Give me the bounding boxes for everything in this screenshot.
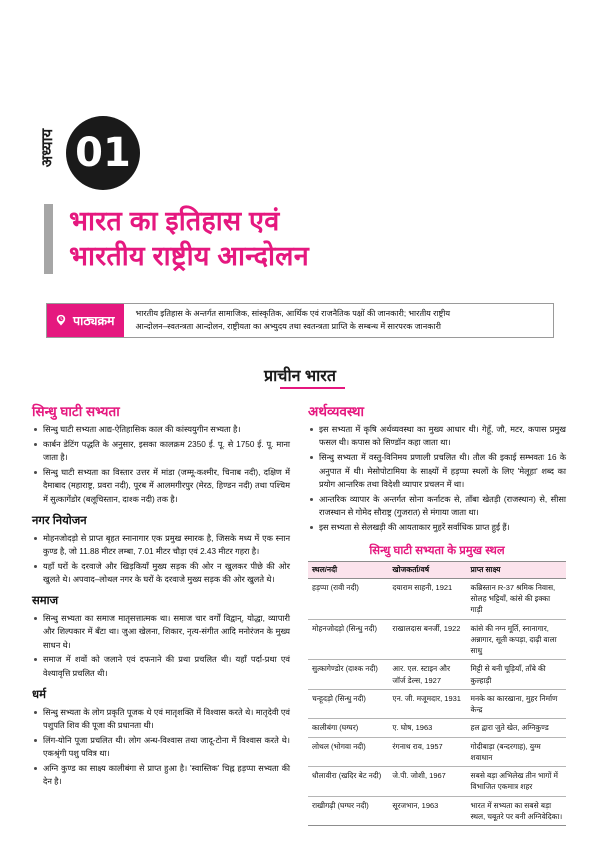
chapter-title [44,204,564,274]
syllabus-line-1: भारतीय इतिहास के अन्तर्गत सामाजिक, सांस्कृतिक, आर्थिक एवं राजनैतिक पक्षों की जानकारी; भारतीय राष्ट्रीय [135,309,451,318]
cell-discoverer: एन. जी. मजूमदार, 1931 [388,689,466,719]
table-row [308,619,566,660]
cell-evidence: मनके का कारखाना, मुहर निर्माण केन्द्र [466,689,566,719]
table-row [308,737,566,767]
section-title-text: प्राचीन भारत [264,364,336,389]
table-row [308,689,566,719]
cell-evidence: मिट्टी से बनी चूड़ियाँ, ताँबे की कुल्हाड़ी [466,660,566,690]
cell-evidence: भारत में सभ्यता का सबसे बड़ा स्थल, चबूतरे पर बनी अग्निवेदिका। [466,796,566,826]
table-row [308,719,566,737]
list-item: इस सभ्यता से सेलखड़ी की आयताकार मुहरें सर्वाधिक प्राप्त हुई हैं। [308,521,566,534]
nagar-niyojan-bullet-list [32,532,290,587]
cell-discoverer: राखालदास बनर्जी, 1922 [388,619,466,660]
cell-evidence: हल द्वारा जुते खेत, अग्निकुण्ड [466,719,566,737]
list-item: इस सभ्यता में कृषि अर्थव्यवस्था का मुख्य आधार थी। गेहूँ, जौ, मटर, कपास प्रमुख फसल थी। कपास को सिण्डॉन कहा जाता था। [308,423,566,450]
list-item: यहाँ घरों के दरवाजे और खिड़कियाँ मुख्य सड़क की ओर न खुलकर पीछे की ओर खुलते थे। अपवाद–लोथल नगर के घरों के दरवाजे मुख्य सड़क की ओर खुलते थे। [32,560,290,587]
list-item: सिन्धु सभ्यता का समाज मातृसत्तात्मक था। समाज चार वर्गों विद्वान्, योद्धा, व्यापारी और शिल्पकार में बँटा था। जुआ खेलना, शिकार, नृत्य-संगीत आदि मनोरंजन के मुख्य साधन थे। [32,612,290,652]
cell-site: लोथल (भोगवा नदी) [308,737,388,767]
list-item: सिन्धु घाटी सभ्यता का विस्तार उत्तर में मांडा (जम्मू-कश्मीर, चिनाब नदी), दक्षिण में दैमाबाद (महाराष्ट्र, प्रवरा नदी), पूरब में आलमगीरपुर (मेरठ, हिण्डन नदी) तथा पश्चिम में सुत्कागेंडोर (बलूचिस्तान, दाश्क नदी) तक है। [32,466,290,506]
cell-discoverer: दयाराम साहनी, 1921 [388,578,466,619]
heading-nagar-niyojan: नगर नियोजन [32,514,87,527]
heading-sindhu-ghati-sabhyata: सिन्धु घाटी सभ्यता [32,404,120,419]
syllabus-box [46,303,554,338]
right-column [308,404,566,826]
column-header-site: स्थल/नदी [308,561,388,578]
section-title [0,364,600,389]
cell-discoverer: सूरजभान, 1963 [388,796,466,826]
chapter-title-text [69,204,309,274]
cell-site: चन्हूदड़ो (सिन्धु नदी) [308,689,388,719]
cell-discoverer: जे.पी. जोशी, 1967 [388,767,466,797]
cell-discoverer: रंगनाथ राव, 1957 [388,737,466,767]
heading-dharm: धर्म [32,689,46,701]
list-item: कार्बन डेटिंग पद्धति के अनुसार, इसका कालक्रम 2350 ई. पू. से 1750 ई. पू. माना जाता है। [32,438,290,465]
cell-site: सुत्कागेण्डोर (दाश्क नदी) [308,660,388,690]
heading-samaj: समाज [32,595,59,608]
syllabus-line-2: आन्दोलन–स्वतन्त्रता आन्दोलन, राष्ट्रीयता का अभ्युदय तथा स्वतन्त्रता प्राप्ति के सम्बन्ध में सारपरक जानकारी [135,321,441,331]
table-row [308,660,566,690]
dharm-bullet-list [32,706,290,789]
list-item: सिन्धु सभ्यता के लोग प्रकृति पूजक थे एवं मातृशक्ति में विश्वास करते थे। मातृदेवी एवं पशुपति शिव की पूजा की प्रधानता थी। [32,706,290,733]
cell-site: मोहनजोदड़ो (सिन्धु नदी) [308,619,388,660]
chapter-number-badge: 01 [66,116,140,190]
cell-site: कालीबंगा (घग्घर) [308,719,388,737]
cell-evidence: सबसे बड़ा अभिलेख तीन भागों में विभाजित एकमात्र शहर [466,767,566,797]
cell-site: राखीगढ़ी (घग्घर नदी) [308,796,388,826]
list-item: सिन्धु सभ्यता में वस्तु-विनिमय प्रणाली प्रचलित थी। तौल की इकाई सम्भवतः 16 के अनुपात में थी। मेसोपोटामिया के साक्ष्यों में हड़प्पा स्थलों के लिए 'मेलूहा' शब्द का प्रयोग आन्तरिक तथा विदेशी व्यापार प्रचलन में था। [308,451,566,491]
list-item: मोहनजोदड़ो से प्राप्त बृहत स्नानागार एक प्रमुख स्मारक है, जिसके मध्य में एक स्नान कुण्ड है, जो 11.88 मीटर लम्बा, 7.01 मीटर चौड़ा एवं 2.43 मीटर गहरा है। [32,532,290,559]
samaj-bullet-list [32,612,290,680]
table-row [308,796,566,826]
table-row [308,767,566,797]
arthavyavastha-bullet-list [308,423,566,534]
cell-site: धौलावीरा (खदिर बेट नदी) [308,767,388,797]
table-row [308,578,566,619]
list-item: लिंग-योनि पूजा प्रचलित थी। लोग अन्ध-विश्वास तथा जादू-टोना में विश्वास करते थे। एकश्रृंगी पशु पवित्र था। [32,734,290,761]
table-body [308,578,566,825]
syllabus-badge [47,304,124,337]
cell-evidence: गोदीबाड़ा (बन्दरगाह), युग्म शवाधान [466,737,566,767]
heading-arthavyavastha: अर्थव्यवस्था [308,404,364,419]
chapter-title-line-2: भारतीय राष्ट्रीय आन्दोलन [69,241,309,272]
title-accent-bar [44,204,53,274]
list-item: सिन्धु घाटी सभ्यता आद्य-ऐतिहासिक काल की कांस्ययुगीन सभ्यता है। [32,423,290,436]
clock-pin-icon [54,314,68,328]
cell-discoverer: ए. घोष, 1963 [388,719,466,737]
cell-evidence: कांसे की नग्न मूर्ति, स्नानागार, अन्नागार, सूती कपड़ा, दाढ़ी वाला साधु [466,619,566,660]
chapter-title-line-1: भारत का इतिहास एवं [69,206,280,236]
left-column [32,404,290,790]
intro-bullet-list [32,423,290,506]
sites-table-title: सिन्धु घाटी सभ्यता के प्रमुख स्थल [369,544,505,557]
table-header-row [308,561,566,578]
cell-site: हड़प्पा (रावी नदी) [308,578,388,619]
column-header-evidence: प्राप्त साक्ष्य [466,561,566,578]
column-header-discoverer: खोजकर्ता/वर्ष [388,561,466,578]
cell-evidence: कब्रिस्तान R-37 श्रमिक निवास, सोलह भट्टियाँ, कांसे की इक्का गाड़ी [466,578,566,619]
syllabus-badge-label: पाठ्यक्रम [73,314,115,329]
list-item: समाज में शवों को जलाने एवं दफनाने की प्रथा प्रचलित थी। यहाँ पर्दा-प्रथा एवं वेश्यावृत्ति प्रचलित थी। [32,653,290,680]
syllabus-text [124,304,459,337]
chapter-label: अध्याय [39,128,56,168]
sindhu-sites-table [308,561,566,826]
list-item: आन्तरिक व्यापार के अन्तर्गत सोना कर्नाटक से, ताँबा खेतड़ी (राजस्थान) से, सीसा राजस्थान से गोमेद सौराष्ट्र (गुजरात) से मंगाया जाता था। [308,493,566,520]
cell-discoverer: आर. एल. स्टाइन और जॉर्ज डेल्स, 1927 [388,660,466,690]
list-item: अग्नि कुण्ड का साक्ष्य कालीबंगा से प्राप्त हुआ है। 'स्वास्तिक' चिह्न हड़प्पा सभ्यता की देन है। [32,762,290,789]
